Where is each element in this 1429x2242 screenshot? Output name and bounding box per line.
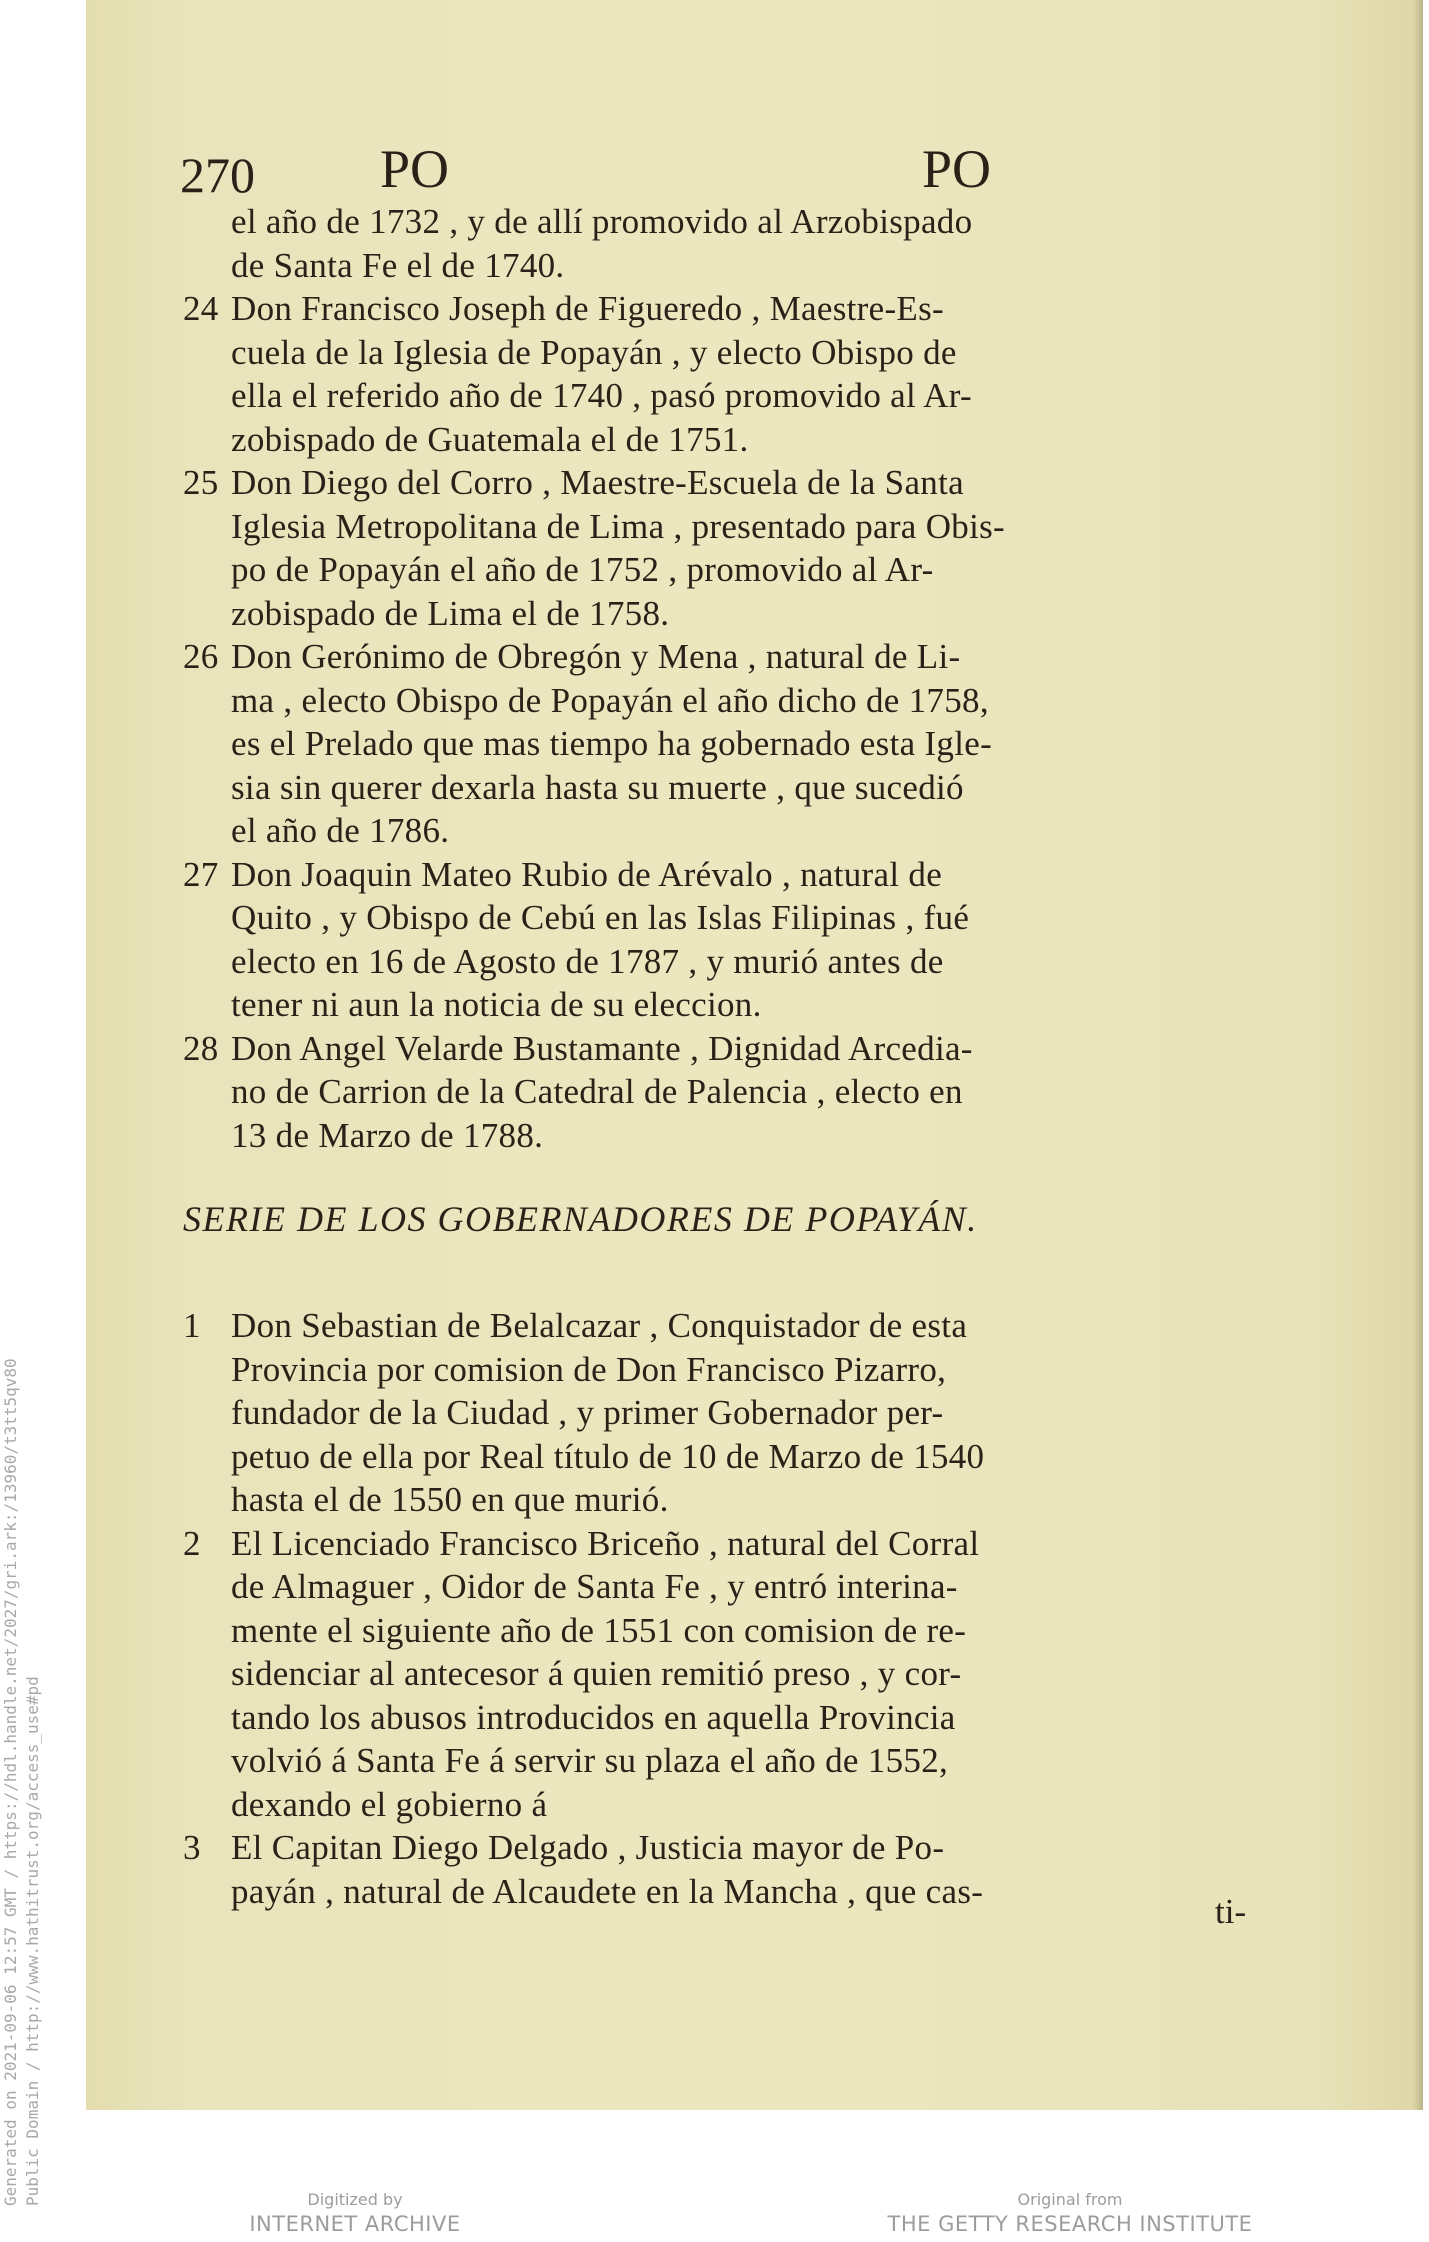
text-line	[183, 766, 1313, 810]
line-text: mente el siguiente año de 1551 con comision de re-	[231, 1610, 967, 1650]
line-text: el año de 1786.	[231, 811, 450, 850]
text-line	[183, 592, 1313, 636]
line-text: payán , natural de Alcaudete en la Mancha , que cas-	[231, 1871, 984, 1911]
line-text: petuo de ella por Real título de 10 de Marzo de 1540	[231, 1436, 985, 1476]
line-text: tando los abusos introducidos en aquella Provincia	[231, 1697, 956, 1737]
line-text: sidenciar al antecesor á quien remitió preso , y cor-	[231, 1654, 962, 1693]
text-line	[183, 1783, 1313, 1827]
line-text: El Licenciado Francisco Briceño , natural del Corral	[231, 1523, 980, 1563]
line-text: dexando el gobierno á	[231, 1784, 548, 1824]
text-line	[183, 1652, 1313, 1696]
entry-number: 28	[183, 1028, 219, 1068]
line-text: Don Diego del Corro , Maestre-Escuela de la Santa	[231, 463, 964, 502]
line-text: electo en 16 de Agosto de 1787 , y murió antes de	[231, 941, 944, 981]
governors-list	[183, 1304, 1313, 1913]
section-heading: SERIE DE LOS GOBERNADORES DE POPAYÁN.	[183, 1199, 978, 1239]
text-line	[183, 1870, 1313, 1914]
footer-digitized-label: Digitized by	[307, 2190, 403, 2209]
line-text: ma , electo Obispo de Popayán el año dicho de 1758,	[231, 680, 989, 720]
line-text: tener ni aun la noticia de su eleccion.	[231, 985, 762, 1024]
text-line	[183, 722, 1313, 766]
text-line	[183, 679, 1313, 723]
text-line	[183, 809, 1313, 853]
text-line	[183, 505, 1313, 549]
text-line	[183, 1609, 1313, 1653]
line-text: de Santa Fe el de 1740.	[231, 245, 565, 285]
text-line	[183, 1739, 1313, 1783]
text-line	[183, 940, 1313, 984]
entry-number: 1	[183, 1306, 201, 1345]
line-text: Don Joaquin Mateo Rubio de Arévalo , natural de	[231, 854, 943, 894]
watermark-line-rights: Public Domain / http://www.hathitrust.org/access_use#pd	[23, 1676, 42, 2206]
text-line	[183, 983, 1313, 1027]
text-line	[183, 1348, 1313, 1392]
text-line	[183, 1478, 1313, 1522]
entry-number: 2	[183, 1523, 201, 1563]
text-line	[183, 461, 1313, 505]
text-line	[183, 635, 1313, 679]
entry-number: 26	[183, 637, 219, 676]
line-text: ella el referido año de 1740 , pasó promovido al Ar-	[231, 376, 972, 415]
entry-number: 3	[183, 1828, 201, 1867]
line-text: Don Sebastian de Belalcazar , Conquistador de esta	[231, 1306, 968, 1345]
footer-original-label: Original from	[1017, 2190, 1123, 2209]
text-line	[183, 244, 1313, 288]
text-line	[183, 896, 1313, 940]
line-text: cuela de la Iglesia de Popayán , y electo Obispo de	[231, 332, 957, 372]
line-text: Iglesia Metropolitana de Lima , presentado para Obis-	[231, 506, 1005, 546]
line-text: es el Prelado que mas tiempo ha gobernado esta Igle-	[231, 724, 993, 763]
line-text: po de Popayán el año de 1752 , promovido al Ar-	[231, 550, 934, 589]
line-text: de Almaguer , Oidor de Santa Fe , y entró interina-	[231, 1567, 958, 1606]
line-text: Provincia por comision de Don Francisco Pizarro,	[231, 1349, 947, 1389]
watermark-line-generated: Generated on 2021-09-06 12:57 GMT / https://hdl.handle.net/2027/gri.ark:/13960/t3tt5qv80	[1, 1358, 20, 2206]
line-text: zobispado de Guatemala el de 1751.	[231, 419, 749, 459]
text-line	[183, 1070, 1313, 1114]
line-text: El Capitan Diego Delgado , Justicia mayor de Po-	[231, 1828, 945, 1867]
text-line	[183, 1565, 1313, 1609]
page-header	[180, 138, 1080, 208]
text-line	[183, 374, 1313, 418]
line-text: no de Carrion de la Catedral de Palencia , electo en	[231, 1072, 963, 1111]
text-line	[183, 287, 1313, 331]
hathitrust-watermark	[0, 1066, 44, 2206]
line-text: Don Angel Velarde Bustamante , Dignidad Arcedia-	[231, 1028, 973, 1068]
running-head-left: PO	[380, 139, 450, 199]
line-text: Don Francisco Joseph de Figueredo , Maestre-Es-	[231, 289, 944, 328]
footer-digitized-by	[200, 2190, 510, 2238]
line-text: volvió á Santa Fe á servir su plaza el año de 1552,	[231, 1741, 949, 1780]
line-text: fundador de la Ciudad , y primer Gobernador per-	[231, 1393, 944, 1432]
line-text: 13 de Marzo de 1788.	[231, 1115, 544, 1155]
entry-number: 27	[183, 854, 219, 894]
line-text: hasta el de 1550 en que murió.	[231, 1480, 669, 1519]
page-edge-shadow	[1413, 0, 1423, 2110]
line-text: zobispado de Lima el de 1758.	[231, 593, 670, 633]
text-line	[183, 1114, 1313, 1158]
line-text: el año de 1732 , y de allí promovido al Arzobispado	[231, 202, 973, 241]
text-line	[183, 1696, 1313, 1740]
page-number: 270	[180, 147, 255, 203]
text-line	[183, 1391, 1313, 1435]
text-line	[183, 1027, 1313, 1071]
text-line	[183, 1522, 1313, 1566]
entry-number: 25	[183, 463, 219, 502]
catchword: ti-	[1215, 1892, 1247, 1931]
text-line	[183, 418, 1313, 462]
text-line	[183, 1304, 1313, 1348]
footer-digitizer-name: INTERNET ARCHIVE	[249, 2212, 461, 2236]
bishops-list	[183, 200, 1313, 1157]
text-line	[183, 853, 1313, 897]
line-text: Quito , y Obispo de Cebú en las Islas Filipinas , fué	[231, 898, 970, 937]
text-line	[183, 200, 1313, 244]
line-text: Don Gerónimo de Obregón y Mena , natural de Li-	[231, 637, 961, 676]
text-line	[183, 331, 1313, 375]
footer-original-from	[860, 2190, 1280, 2238]
running-head-right: PO	[922, 139, 992, 199]
footer-source-name: THE GETTY RESEARCH INSTITUTE	[887, 2212, 1253, 2236]
entry-number: 24	[183, 289, 219, 328]
text-line	[183, 1826, 1313, 1870]
text-line	[183, 548, 1313, 592]
line-text: sia sin querer dexarla hasta su muerte , que sucedió	[231, 767, 964, 807]
text-line	[183, 1435, 1313, 1479]
